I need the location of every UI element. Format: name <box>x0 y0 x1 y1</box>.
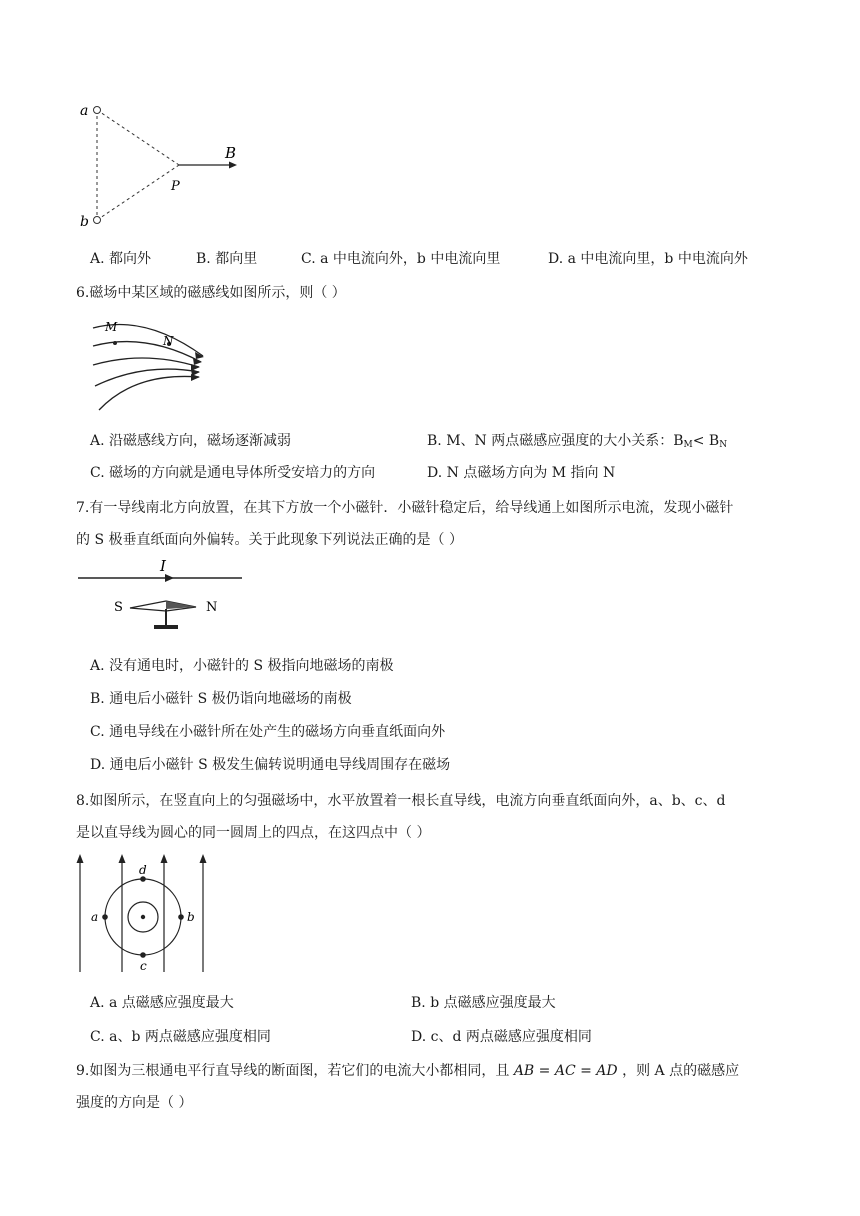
current-i-label: I <box>160 557 166 575</box>
q6-field-lines-figure <box>85 312 215 417</box>
q5-option-a: A. 都向外 <box>90 251 152 267</box>
q9-stem-line2: 强度的方向是（ ） <box>76 1095 193 1111</box>
q6-stem: 6.磁场中某区域的磁感线如图所示，则（ ） <box>76 285 346 301</box>
q9-stem-line1: 9.如图为三根通电平行直导线的断面图，若它们的电流大小都相同，且 AB = AC = AD ，则 A 点的磁感应 <box>76 1063 740 1079</box>
point-d-label: d <box>139 863 147 877</box>
point-n-label: N <box>163 334 174 348</box>
q7-wire-compass-figure <box>78 557 246 641</box>
compass-s-label: S <box>114 600 123 615</box>
q5-option-c: C. a 中电流向外，b 中电流向里 <box>301 251 501 267</box>
compass-n-label: N <box>206 600 218 615</box>
q7-option-c: C. 通电导线在小磁针所在处产生的磁场方向垂直纸面向外 <box>90 724 446 740</box>
field-b-label: B <box>225 144 237 162</box>
point-b-label: b <box>187 910 195 924</box>
q7-option-a: A. 没有通电时，小磁针的 S 极指向地磁场的南极 <box>90 658 394 674</box>
q6-option-a: A. 沿磁感线方向，磁场逐渐减弱 <box>90 433 292 449</box>
q7-option-d: D. 通电后小磁针 S 极发生偏转说明通电导线周围存在磁场 <box>90 757 451 773</box>
q6-option-c: C. 磁场的方向就是通电导体所受安培力的方向 <box>90 465 376 481</box>
point-a <box>102 914 108 920</box>
wire-b-label: b <box>80 214 89 230</box>
q8-option-a: A. a 点磁感应强度最大 <box>90 995 234 1011</box>
q7-stem-line2: 的 S 极垂直纸面向外偏转。关于此现象下列说法正确的是（ ） <box>76 532 463 548</box>
q7-stem-line1: 7.有一导线南北方向放置，在其下方放一个小磁针．小磁针稳定后，给导线通上如图所示电流，发现小磁针 <box>76 500 734 516</box>
q8-stem-line1: 8.如图所示，在竖直向上的匀强磁场中，水平放置着一根长直导线，电流方向垂直纸面向外，a、b、c、d <box>76 793 726 809</box>
q8-option-d: D. c、d 两点磁感应强度相同 <box>411 1029 592 1045</box>
q8-uniform-field-figure <box>72 852 214 976</box>
point-d <box>140 876 146 882</box>
point-m-label: M <box>105 320 118 334</box>
q6-option-d: D. N 点磁场方向为 M 指向 N <box>427 465 616 481</box>
q8-option-c: C. a、b 两点磁感应强度相同 <box>90 1029 271 1045</box>
wire-a-label: a <box>80 103 89 119</box>
q8-option-b: B. b 点磁感应强度最大 <box>411 995 556 1011</box>
point-p-label: P <box>171 179 180 194</box>
point-c-label: c <box>140 959 147 973</box>
q5-figure <box>75 95 255 235</box>
point-a-label: a <box>91 910 99 924</box>
q8-stem-line2: 是以直导线为圆心的同一圆周上的四点，在这四点中（ ） <box>76 825 431 841</box>
q5-option-d: D. a 中电流向里，b 中电流向外 <box>548 251 748 267</box>
point-m <box>113 341 117 345</box>
q6-option-b: B. M、N 两点磁感应强度的大小关系：$B_M< B_N$ <box>427 433 728 450</box>
q5-option-b: B. 都向里 <box>196 251 258 267</box>
q7-option-b: B. 通电后小磁针 S 极仍诣向地磁场的南极 <box>90 691 352 707</box>
point-c <box>140 952 146 958</box>
point-b <box>178 914 184 920</box>
